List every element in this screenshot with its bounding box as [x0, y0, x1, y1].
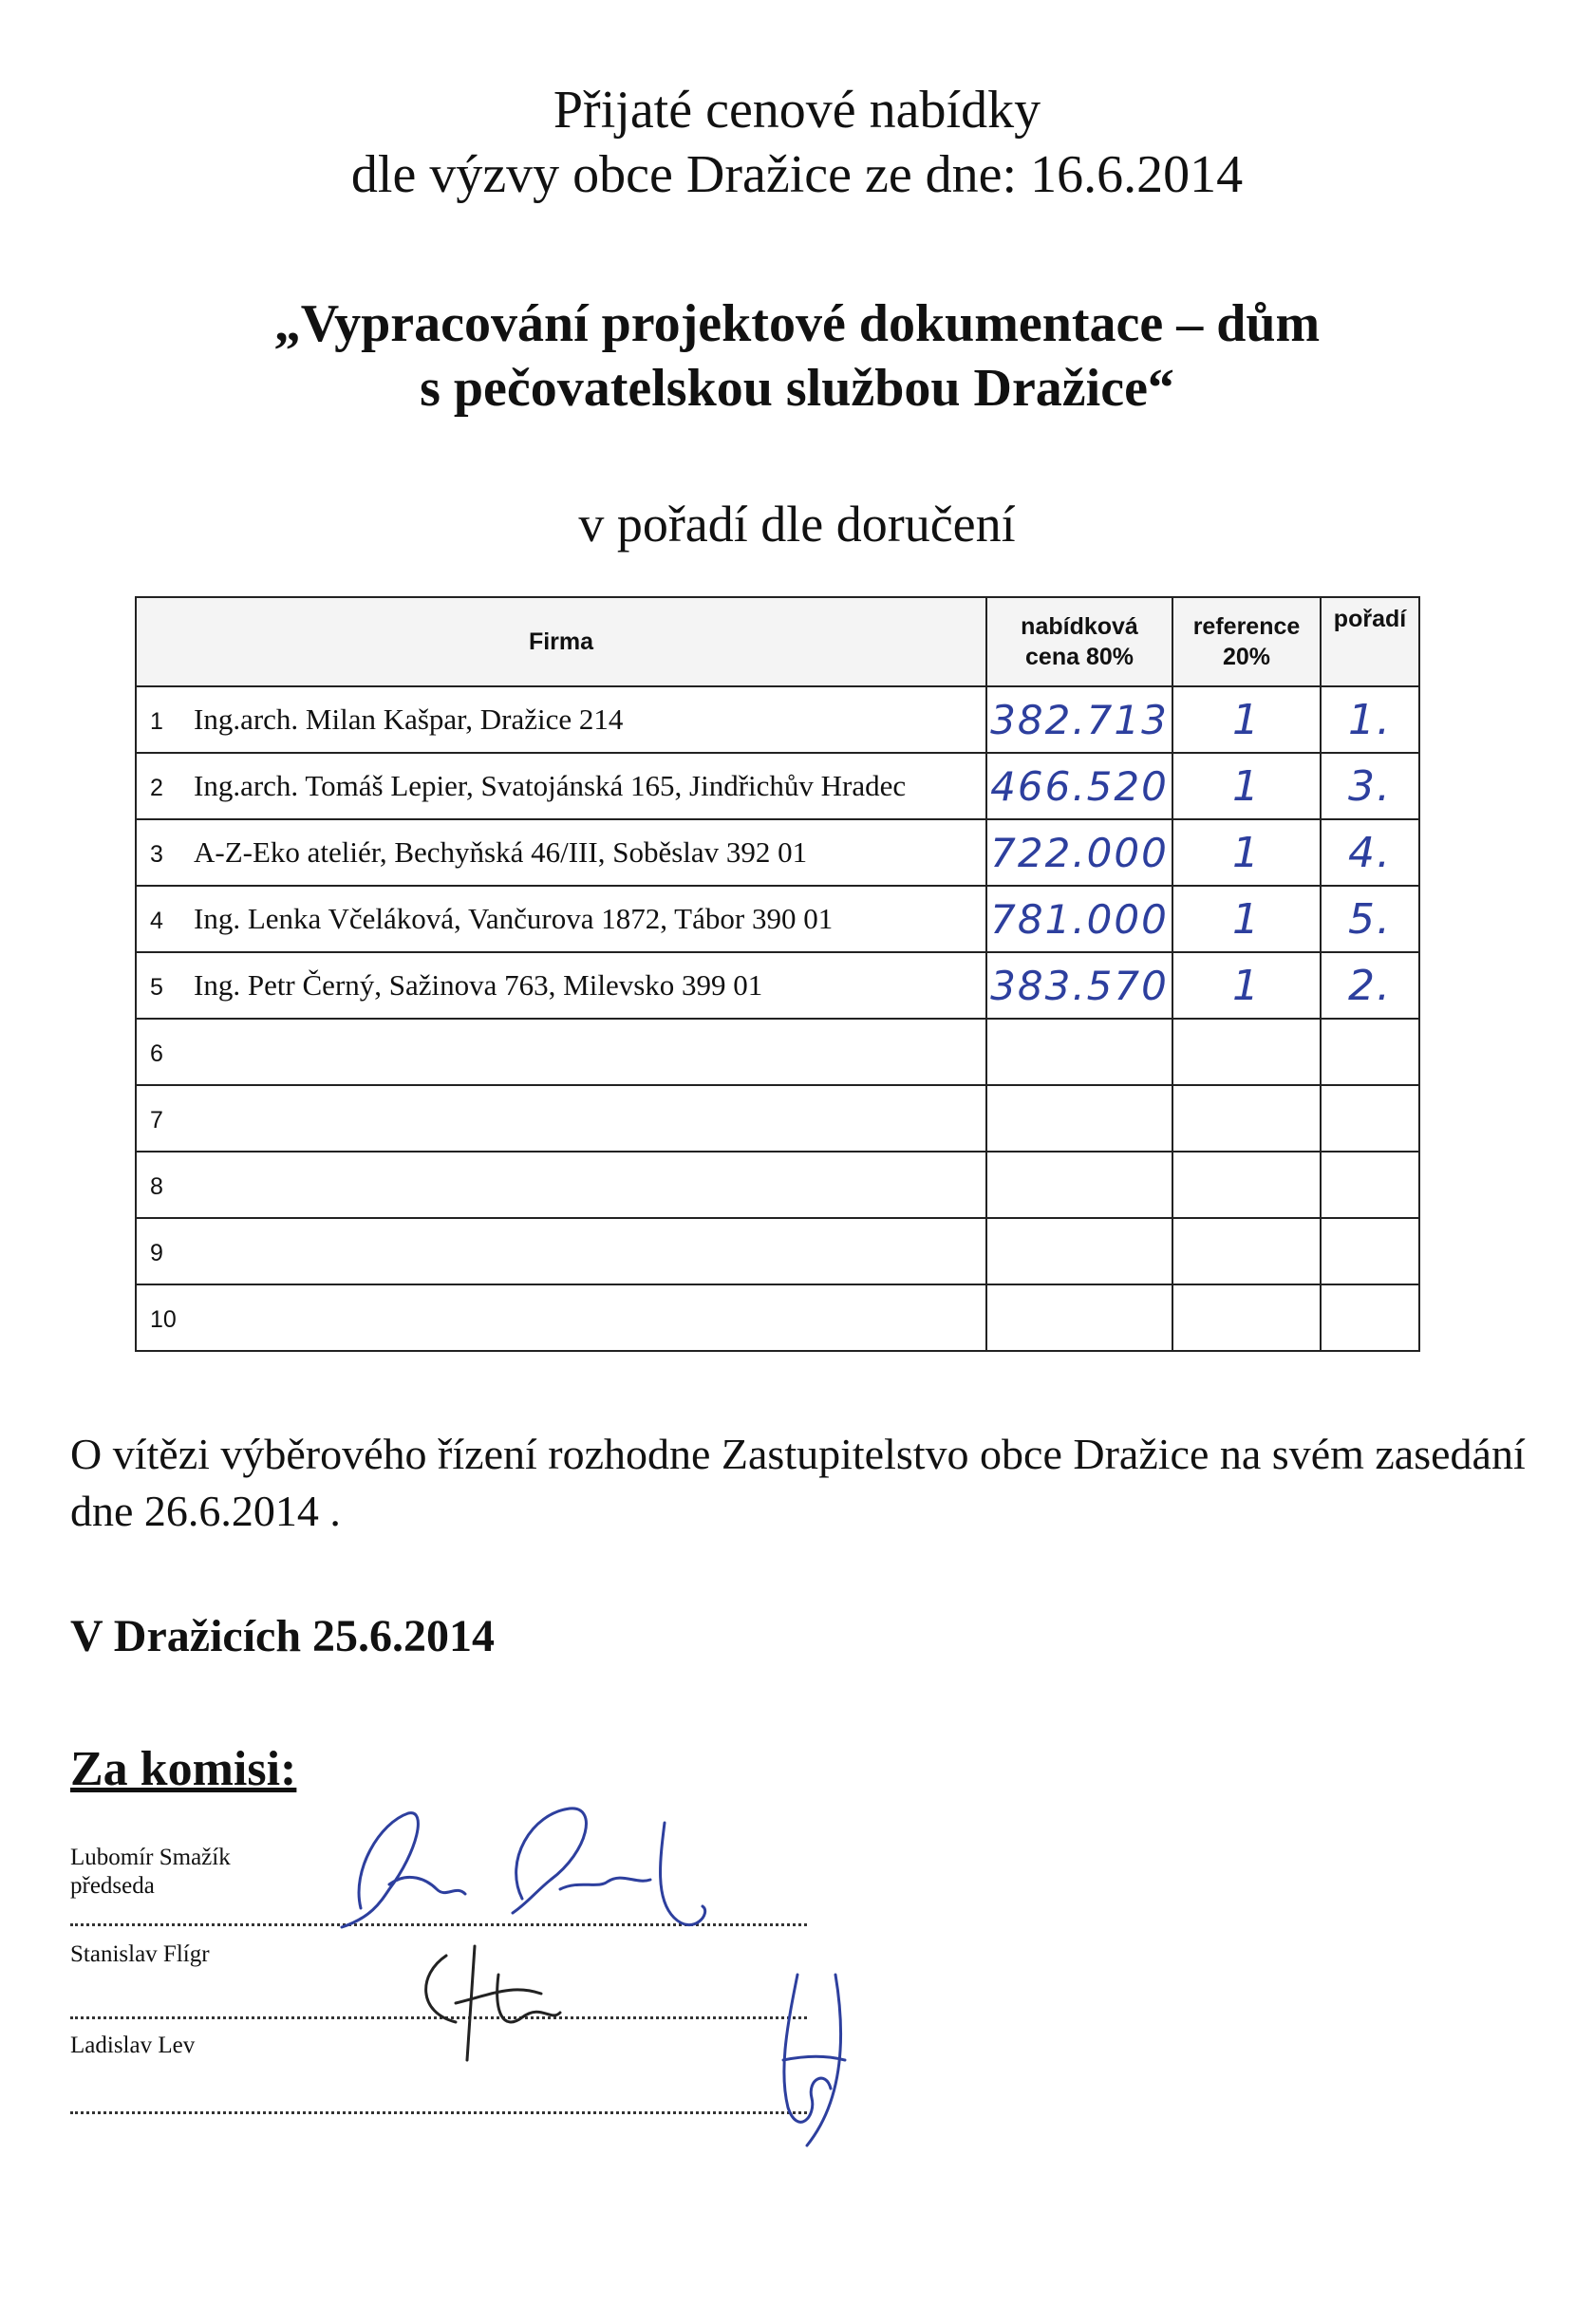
reference-cell: [1172, 1019, 1321, 1085]
table-row: [136, 952, 1419, 1019]
rank-cell: [1321, 1284, 1419, 1351]
reference-cell: 1: [1172, 686, 1321, 753]
row-number: 9: [150, 1240, 163, 1266]
reference-cell: [1172, 1218, 1321, 1284]
row-number: 1: [150, 708, 163, 735]
table-header-row: [136, 597, 1419, 686]
firm-cell: [136, 686, 986, 753]
row-number: 10: [150, 1306, 177, 1333]
reference-cell: 1: [1172, 753, 1321, 819]
firm-name: Ing.arch. Tomáš Lepier, Svatojánská 165, Jindřichův Hradec: [194, 769, 907, 802]
header-firm: Firma: [136, 597, 986, 686]
rank-cell: [1321, 1019, 1419, 1085]
firm-cell: [136, 886, 986, 952]
signature-flig: [408, 1937, 570, 2079]
firm-name: Ing. Petr Černý, Sažinova 763, Milevsko 399 01: [194, 968, 763, 1002]
row-number: 6: [150, 1040, 163, 1067]
price-cell: 781.000: [986, 886, 1172, 952]
header-reference: [1172, 597, 1321, 686]
firm-cell: [136, 1085, 986, 1152]
reference-cell: [1172, 1152, 1321, 1218]
winner-note: O vítězi výběrového řízení rozhodne Zastupitelstvo obce Dražice na svém zasedání dne 26.6.2014 .: [70, 1430, 1526, 1535]
table-row: [136, 1152, 1419, 1218]
rank-cell: 1.: [1321, 686, 1419, 753]
row-number: 3: [150, 841, 163, 868]
price-cell: [986, 1085, 1172, 1152]
firm-cell: [136, 952, 986, 1019]
signature-line-3: [70, 2111, 807, 2114]
reference-cell: [1172, 1085, 1321, 1152]
table-row: [136, 686, 1419, 753]
rank-cell: 2.: [1321, 952, 1419, 1019]
rank-cell: [1321, 1152, 1419, 1218]
price-cell: 722.000: [986, 819, 1172, 886]
firm-name: Ing.arch. Milan Kašpar, Dražice 214: [194, 703, 624, 736]
table-row: [136, 1284, 1419, 1351]
row-number: 7: [150, 1107, 163, 1134]
member-name-chair: Lubomír Smažík: [70, 1845, 231, 1870]
header-rank: pořadí: [1321, 597, 1419, 686]
table-row: [136, 819, 1419, 886]
table-row: [136, 1218, 1419, 1284]
offers-table: [135, 596, 1420, 1352]
rank-cell: 5.: [1321, 886, 1419, 952]
row-number: 8: [150, 1173, 163, 1200]
reference-cell: 1: [1172, 819, 1321, 886]
commission-title: Za komisi:: [70, 1742, 297, 1796]
table-row: [136, 886, 1419, 952]
firm-cell: [136, 1284, 986, 1351]
price-cell: 383.570: [986, 952, 1172, 1019]
table-row: [136, 1019, 1419, 1085]
reference-cell: 1: [1172, 886, 1321, 952]
rank-cell: 4.: [1321, 819, 1419, 886]
member-role-chair: předseda: [70, 1873, 155, 1899]
table-row: [136, 1085, 1419, 1152]
header-price: [986, 597, 1172, 686]
price-cell: [986, 1218, 1172, 1284]
row-number: 5: [150, 974, 163, 1001]
signature-chair: [323, 1794, 722, 1946]
header-ref-line-2: 20%: [1222, 644, 1271, 670]
firm-cell: [136, 1019, 986, 1085]
price-cell: 466.520: [986, 753, 1172, 819]
row-number: 4: [150, 908, 163, 934]
signature-lev: [741, 1965, 864, 2155]
firm-name: Ing. Lenka Včeláková, Vančurova 1872, Tábor 390 01: [194, 902, 834, 935]
reference-cell: 1: [1172, 952, 1321, 1019]
price-cell: [986, 1019, 1172, 1085]
member-name-2: Stanislav Flígr: [70, 1941, 210, 1967]
firm-cell: [136, 819, 986, 886]
reference-cell: [1172, 1284, 1321, 1351]
header-ref-line-1: reference: [1192, 613, 1301, 640]
price-cell: [986, 1152, 1172, 1218]
project-title-line-1: „Vypracování projektové dokumentace – dům: [273, 294, 1321, 353]
header-price-line-1: nabídková: [1021, 613, 1138, 640]
header-price-line-2: cena 80%: [1025, 644, 1134, 670]
firm-name: A-Z-Eko ateliér, Bechyňská 46/III, Soběslav 392 01: [194, 835, 808, 869]
rank-cell: [1321, 1218, 1419, 1284]
heading-line-1: Přijaté cenové nabídky: [553, 81, 1041, 140]
firm-cell: [136, 753, 986, 819]
order-note: v pořadí dle doručení: [578, 496, 1016, 553]
price-cell: [986, 1284, 1172, 1351]
firm-cell: [136, 1218, 986, 1284]
row-number: 2: [150, 775, 163, 801]
project-title-line-2: s pečovatelskou službou Dražice“: [420, 359, 1174, 418]
member-name-3: Ladislav Lev: [70, 2033, 196, 2058]
place-date: V Dražicích 25.6.2014: [70, 1611, 496, 1661]
firm-cell: [136, 1152, 986, 1218]
rank-cell: [1321, 1085, 1419, 1152]
rank-cell: 3.: [1321, 753, 1419, 819]
price-cell: 382.713: [986, 686, 1172, 753]
heading-line-2: dle výzvy obce Dražice ze dne: 16.6.2014: [350, 145, 1244, 204]
table-row: [136, 753, 1419, 819]
